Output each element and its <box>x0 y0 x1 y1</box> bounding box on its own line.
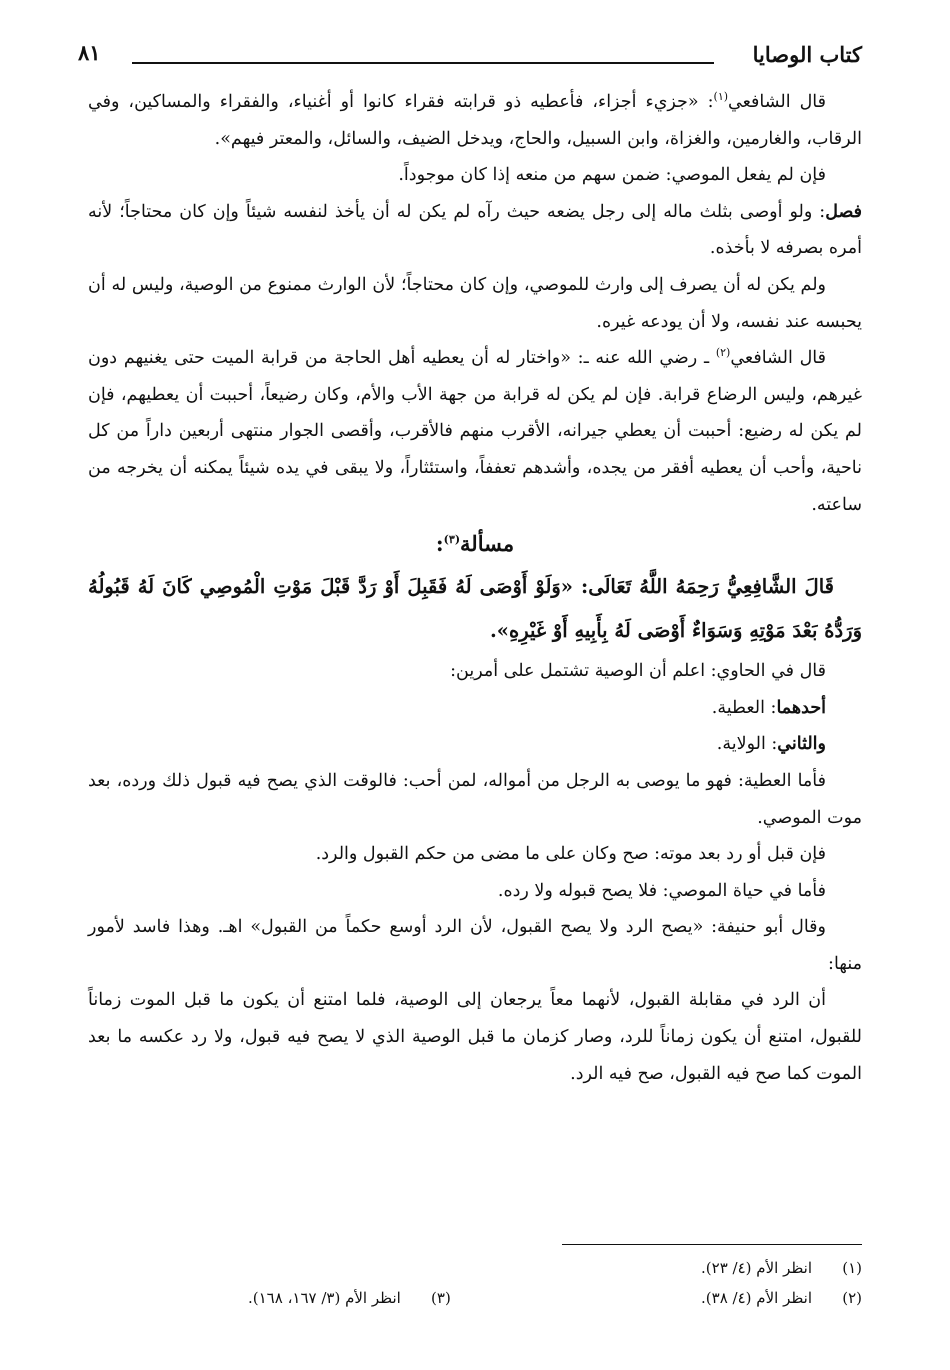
paragraph-second: والثاني: الولاية. <box>716 734 826 755</box>
matn-quote: قَالَ الشَّافِعِيُّ رَحِمَهُ اللَّهُ تَعَالَى: «وَلَوْ أَوْصَى لَهُ فَقَبِلَ أَوْ رَدَّ قَبْلَ مَوْتِ الْمُوصِي كَانَ لَهُ قَبُولُهُ وَرَدُّهُ بَعْدَ مَوْتِهِ وَسَوَاءٌ أَوْصَى لَهُ بِأَبِيهِ أَوْ غَيْرِهِ». <box>88 575 862 643</box>
paragraph-fasl: فصل: ولو أوصى بثلث ماله إلى رجل يضعه حيث رآه لم يكن له أن يأخذ لنفسه شيئاً وإن كان محتاجاً؛ لأنه أمره بصرفه لا بأخذه. <box>88 201 862 259</box>
footnotes <box>88 1244 862 1313</box>
footnote-2: (٢)انظر الأم (٤/ ٣٨). <box>701 1289 862 1307</box>
paragraph: فأما العطية: فهو ما يوصى به الرجل من أمواله، لمن أحب: فالوقت الذي يصح فيه قبول ذلك ورده، بعد موت الموصي. <box>88 770 862 828</box>
page-body <box>88 84 862 1092</box>
masala-heading: مسألة$^{(٣)}$: <box>435 531 515 557</box>
footnote-1: (١)انظر الأم (٤/ ٢٣). <box>701 1259 862 1277</box>
paragraph: فإن لم يفعل الموصي: ضمن سهم من منعه إذا كان موجوداً. <box>398 165 826 186</box>
paragraph-first: أحدهما: العطية. <box>711 697 826 718</box>
paragraph-shafii-1: قال الشافعي$^{(١)}$: «جزيء أجزاء، فأعطيه ذو قرابته فقراء كانوا أو أغنياء، والفقراء والمساكين، وفي الرقاب، والغارمين، والغزاة، وابن السبيل، والحاج، ويدخل الضيف، والسائل، والمعتر فيهم». <box>88 90 862 149</box>
paragraph: فأما في حياة الموصي: فلا يصح قبوله ولا رده. <box>497 880 826 901</box>
page-number: ٨١ <box>78 40 101 65</box>
paragraph-shafii-2: قال الشافعي$^{(٢)}$ ـ رضي الله عنه ـ: «واختار له أن يعطيه أهل الحاجة من قرابة الميت حتى يغنيهم دون غيرهم، وليس الرضاع قرابة. فإن لم يكن له قرابة من جهة الأب والأم، وكان رضيعاً، أحببت أن يعطيهم، فإن لم يكن له رضيع: أحببت أن يعطي جيرانه، الأقرب منهم فالأقرب، وأقصى الجوار منتهى أربعين داراً من كل ناحية، وأحب أن يعطيه أفقر من يجده، وأشدهم تعففاً، واستئثاراً، ولا يبقى في يده شيئاً يمكنه أن يخرجه من ساعته. <box>88 346 862 515</box>
paragraph: قال في الحاوي: اعلم أن الوصية تشتمل على أمرين: <box>450 661 826 682</box>
footnote-ref-3[interactable]: (٣) <box>443 533 461 547</box>
footnote-ref-2[interactable]: (٢) <box>715 346 731 360</box>
paragraph: فإن قبل أو رد بعد موته: صح وكان على ما مضى من حكم القبول والرد. <box>315 844 826 865</box>
header-rule <box>132 62 714 64</box>
book-title: كتاب الوصايا <box>752 42 862 67</box>
footnote-ref-1[interactable]: (١) <box>713 90 729 104</box>
footnote-3: (٣)انظر الأم (٣/ ١٦٧، ١٦٨). <box>248 1289 451 1307</box>
paragraph: أن الرد في مقابلة القبول، لأنهما معاً يرجعان إلى الوصية، فلما امتنع أن يكون ما قبل الموت زماناً للقبول، امتنع أن يكون زماناً للرد، وصار كزمان ما قبل الوصية الذي لا يصح فيه قبول، ولا رد عكسه ما بعد الموت كما صح فيه القبول، صح فيه الرد. <box>88 990 862 1084</box>
section-lead: فصل <box>825 201 862 222</box>
paragraph: ولم يكن له أن يصرف إلى وارث للموصي، وإن كان محتاجاً؛ لأن الوارث ممنوع من الوصية، وليس له أن يحبسه عند نفسه، ولا أن يودعه غيره. <box>88 274 862 332</box>
paragraph: وقال أبو حنيفة: «يصح الرد ولا يصح القبول، لأن الرد أوسع حكماً من القبول» اهـ. وهذا فاسد لأمور منها: <box>88 917 862 974</box>
footnote-rule <box>562 1244 862 1245</box>
page-header <box>78 38 862 74</box>
